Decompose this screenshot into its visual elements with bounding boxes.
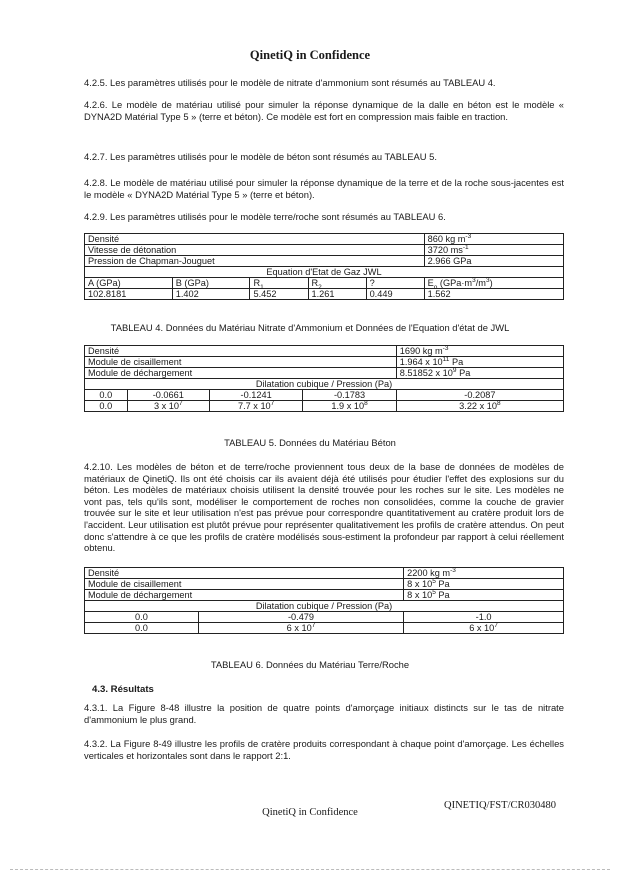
table-cell: -0.1241: [209, 390, 302, 401]
table-row: [85, 357, 564, 368]
table-cell: 0.0: [85, 623, 199, 634]
table-cell-value: 8 x $10^5$ Pa: [404, 590, 564, 601]
table-4-ammonium-nitrate: [84, 233, 564, 300]
table-cell-value: 1690 kg $m^{-3}$: [396, 346, 563, 357]
table-cell-value: 2200 kg $m^{-3}$: [404, 568, 564, 579]
confidentiality-footer: QinetiQ in Confidence: [262, 807, 358, 818]
paragraph-4-2-10: 4.2.10. Les modèles de béton et de terre/roche proviennent tous deux de la base de données de modèles de matériaux de QinetiQ. Ils ont été choisis car ils avaient déjà été utilisés pour étudier l'effet des explosions sur du béton. Les modèles de matériaux choisis utilisent la densité trouvée pour les roches sur le site. Les modèles ne vont pas, tels qu'ils sont, modéliser le comportement de roches non consolidées, comme la couche de gravier trouvée sur le site et leur utilisation n'est pas prévue pour correspondre quantitativement au cratère produit lors de l'accident. Leur utilisation est plutôt prévue pour représenter qualitativement les profils de cratère attendus. On peut donc s'attendre à ce que les profils de cratère modélisés sous-estiment la profondeur par rapport à celui réellement obtenu.: [84, 461, 564, 554]
paragraph-4-3-2: 4.3.2. La Figure 8-49 illustre les profils de cratère produits correspondant à chaque point d'amorçage. Les échelles verticales et horizontales sont dans le rapport 2:1.: [84, 738, 564, 761]
table-row: [85, 612, 564, 623]
table-cell-label: Densité: [85, 234, 425, 245]
table-cell: 0.449: [366, 289, 424, 300]
table-cell-label: Pression de Chapman-Jouguet: [85, 256, 425, 267]
section-heading-4-3: 4.3. Résultats: [92, 684, 154, 695]
table-cell-label: Module de déchargement: [85, 368, 397, 379]
scan-edge-artifact: [10, 869, 610, 873]
table-cell: 0.0: [85, 390, 128, 401]
dilatation-title: Dilatation cubique / Pression (Pa): [85, 379, 564, 390]
table-row: [85, 368, 564, 379]
table-row: [85, 579, 564, 590]
table-cell: 102.8181: [85, 289, 173, 300]
table-row: [85, 267, 564, 278]
header-omega: ?: [366, 278, 424, 289]
table-cell-label: Module de cisaillement: [85, 357, 397, 368]
table-row: [85, 601, 564, 612]
paragraph-4-2-7: 4.2.7. Les paramètres utilisés pour le modèle de béton sont résumés au TABLEAU 5.: [84, 151, 437, 162]
table-5-concrete: [84, 345, 564, 412]
table-cell: 5.452: [250, 289, 308, 300]
table-cell: -0.1783: [303, 390, 396, 401]
table-6-caption: TABLEAU 6. Données du Matériau Terre/Roche: [210, 659, 410, 670]
header-b: B (GPa): [172, 278, 250, 289]
table-cell-value: 8.51852 x $10^9$ Pa: [396, 368, 563, 379]
table-row: [85, 245, 564, 256]
table-row: [85, 346, 564, 357]
header-r2: $R_2$: [308, 278, 366, 289]
table-6-earth-rock: [84, 567, 564, 634]
table-cell: 3.22 x $10^8$: [396, 401, 563, 412]
table-4-caption: TABLEAU 4. Données du Matériau Nitrate d'Ammonium et Données de l'Equation d'état de JWL: [110, 322, 510, 333]
table-cell: 7.7 x $10^7$: [209, 401, 302, 412]
table-cell-label: Densité: [85, 568, 404, 579]
paragraph-4-2-6: 4.2.6. Le modèle de matériau utilisé pour simuler la réponse dynamique de la dalle en béton est le modèle « DYNA2D Matérial Type 5 » (terre et béton). Ce modèle est fort en compression mais faible en traction.: [84, 99, 564, 122]
confidentiality-header: QinetiQ in Confidence: [249, 48, 371, 62]
paragraph-4-3-1: 4.3.1. La Figure 8-48 illustre la position de quatre points d'amorçage initiaux distincts sur le tas de nitrate d'ammonium le plus grand.: [84, 702, 564, 725]
document-reference: QINETIQ/FST/CR030480: [443, 800, 556, 811]
table-row: [85, 568, 564, 579]
table-cell: -0.2087: [396, 390, 563, 401]
table-cell-value: 3720 $ms^{-1}$: [424, 245, 563, 256]
table-row: [85, 234, 564, 245]
table-row: [85, 256, 564, 267]
table-cell-value: 8 x $10^5$ Pa: [404, 579, 564, 590]
table-cell: -0.0661: [127, 390, 209, 401]
table-cell: 6 x $10^7$: [404, 623, 564, 634]
table-cell: -0.479: [198, 612, 403, 623]
table-row: [85, 590, 564, 601]
eos-title: Equation d'Etat de Gaz JWL: [85, 267, 564, 278]
table-cell: 1.261: [308, 289, 366, 300]
table-row: [85, 289, 564, 300]
header-a: A (GPa): [85, 278, 173, 289]
table-row: [85, 390, 564, 401]
table-cell-label: Module de cisaillement: [85, 579, 404, 590]
table-cell: 1.9 x $10^8$: [303, 401, 396, 412]
table-cell: 3 x $10^7$: [127, 401, 209, 412]
table-cell-value: 2.966 GPa: [424, 256, 563, 267]
table-5-caption: TABLEAU 5. Données du Matériau Béton: [224, 437, 396, 448]
table-row: [85, 401, 564, 412]
paragraph-4-2-9: 4.2.9. Les paramètres utilisés pour le modèle terre/roche sont résumés au TABLEAU 6.: [84, 211, 446, 222]
dilatation-title: Dilatation cubique / Pression (Pa): [85, 601, 564, 612]
table-cell-label: Module de déchargement: [85, 590, 404, 601]
table-cell: 1.402: [172, 289, 250, 300]
table-cell: 1.562: [424, 289, 563, 300]
table-cell: -1.0: [404, 612, 564, 623]
table-row: [85, 379, 564, 390]
header-e0: $E_o$ $(GPa\cdot m^3/m^3)$: [424, 278, 563, 289]
table-cell-value: 860 kg $m^{-3}$: [424, 234, 563, 245]
table-cell-label: Densité: [85, 346, 397, 357]
paragraph-4-2-8: 4.2.8. Le modèle de matériau utilisé pour simuler la réponse dynamique de la terre et de la roche sous-jacentes est le modèle « DYNA2D Matérial Type 5 » (terre et béton).: [84, 177, 564, 200]
table-cell-value: 1.964 x $10^{11}$ Pa: [396, 357, 563, 368]
table-header-row: [85, 278, 564, 289]
paragraph-4-2-5: 4.2.5. Les paramètres utilisés pour le modèle de nitrate d'ammonium sont résumés au TABLEAU 4.: [84, 77, 496, 88]
table-cell-label: Vitesse de détonation: [85, 245, 425, 256]
table-cell: 0.0: [85, 612, 199, 623]
table-row: [85, 623, 564, 634]
header-r1: $R_1$: [250, 278, 308, 289]
table-cell: 0.0: [85, 401, 128, 412]
table-cell: 6 x $10^7$: [198, 623, 403, 634]
